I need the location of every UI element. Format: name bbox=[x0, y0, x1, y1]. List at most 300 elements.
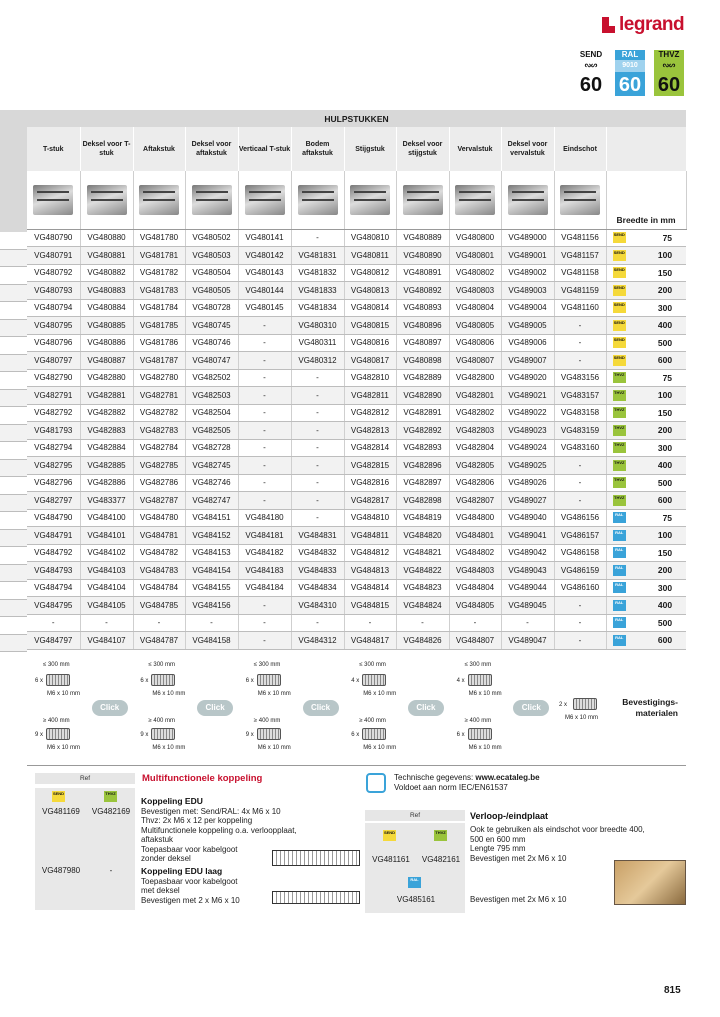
click-button[interactable]: Click bbox=[408, 700, 444, 716]
legrand-logo bbox=[602, 14, 684, 36]
finish-tag-cell bbox=[606, 369, 632, 387]
fixing-materials bbox=[27, 660, 686, 760]
product-image bbox=[449, 171, 501, 229]
ref-cell: VG489025 bbox=[501, 457, 554, 475]
ref-cell: VG480806 bbox=[449, 334, 501, 352]
bolt-icon bbox=[151, 728, 175, 740]
ref-cell: VG482810 bbox=[344, 369, 396, 387]
ref-cell: VG480896 bbox=[396, 317, 449, 335]
ref-cell: VG480791 bbox=[27, 247, 80, 265]
width-cell: 500 bbox=[632, 614, 686, 632]
ref-cell: VG482897 bbox=[396, 474, 449, 492]
ref-cell: VG481834 bbox=[291, 299, 344, 317]
ref-cell: VG480892 bbox=[396, 282, 449, 300]
end-plate-fixing: Bevestigen met 2x M6 x 10 bbox=[470, 895, 567, 904]
ref-cell: VG484834 bbox=[291, 579, 344, 597]
ref-cell: VG489040 bbox=[501, 509, 554, 527]
ref-vg487980: VG487980 bbox=[41, 866, 81, 875]
description-line: Bevestigen met 2x M6 x 10 bbox=[470, 853, 567, 863]
ref-cell: VG484814 bbox=[344, 579, 396, 597]
bolt-size: M6 x 10 mm bbox=[257, 745, 291, 751]
ref-cell: VG482781 bbox=[133, 387, 185, 405]
bolt-icon bbox=[362, 728, 386, 740]
ref-cell: VG482783 bbox=[133, 422, 185, 440]
width-cell: 500 bbox=[632, 474, 686, 492]
table-row bbox=[27, 544, 686, 562]
row-spacer bbox=[0, 320, 27, 338]
ref-cell: VG481158 bbox=[554, 264, 606, 282]
finish-tag-icon: RAL bbox=[613, 600, 626, 611]
ref-vg482161: VG482161 bbox=[421, 855, 461, 864]
ref-cell: VG484805 bbox=[449, 597, 501, 615]
ref-cell: VG481793 bbox=[27, 422, 80, 440]
ref-cell: VG482796 bbox=[27, 474, 80, 492]
ref-cell: VG482746 bbox=[185, 474, 238, 492]
ref-cell: VG486157 bbox=[554, 527, 606, 545]
ref-cell: VG484781 bbox=[133, 527, 185, 545]
table-row bbox=[27, 282, 686, 300]
ref-cell: VG482786 bbox=[133, 474, 185, 492]
description-line: Multifunctionele koppeling o.a. verloopplaat, bbox=[141, 825, 297, 835]
ral-badge-sub: 9010 bbox=[615, 60, 645, 72]
click-button[interactable]: Click bbox=[513, 700, 549, 716]
finish-tag-cell bbox=[606, 492, 632, 510]
finish-tag-icon: THVZ bbox=[613, 372, 626, 383]
ref-cell: VG480790 bbox=[27, 229, 80, 247]
ref-cell: VG480503 bbox=[185, 247, 238, 265]
ref-cell: VG482890 bbox=[396, 387, 449, 405]
ref-cell: VG489044 bbox=[501, 579, 554, 597]
bolt-icon bbox=[573, 698, 597, 710]
ref-cell: VG484821 bbox=[396, 544, 449, 562]
ref-cell: VG484312 bbox=[291, 632, 344, 650]
coupling-edu-title: Koppeling EDU bbox=[141, 796, 203, 806]
bolt-icon bbox=[257, 728, 281, 740]
ref-cell: VG480145 bbox=[238, 299, 291, 317]
column-header-empty bbox=[606, 127, 686, 171]
row-spacer bbox=[0, 530, 27, 548]
width-cell: 100 bbox=[632, 247, 686, 265]
ref-cell: VG483160 bbox=[554, 439, 606, 457]
ref-cell: VG480884 bbox=[80, 299, 133, 317]
hulpstukken-table bbox=[27, 110, 687, 650]
ref-cell: - bbox=[238, 439, 291, 457]
ref-cell: VG484105 bbox=[80, 597, 133, 615]
row-spacer bbox=[0, 390, 27, 408]
table-row bbox=[27, 387, 686, 405]
finish-tag-icon: RAL bbox=[613, 582, 626, 593]
qty-bottom: 9 x bbox=[35, 732, 44, 738]
width-cell: 600 bbox=[632, 632, 686, 650]
ref-cell: VG484826 bbox=[396, 632, 449, 650]
ref-dash: - bbox=[109, 866, 113, 875]
ref-cell: VG489026 bbox=[501, 474, 554, 492]
ref-cell: VG480891 bbox=[396, 264, 449, 282]
ref-cell: VG482896 bbox=[396, 457, 449, 475]
ref-cell: VG484782 bbox=[133, 544, 185, 562]
ref-cell: VG480814 bbox=[344, 299, 396, 317]
ref-cell: VG484813 bbox=[344, 562, 396, 580]
ref-cell: VG480141 bbox=[238, 229, 291, 247]
row-spacer bbox=[0, 547, 27, 565]
ref-cell: VG482817 bbox=[344, 492, 396, 510]
click-button[interactable]: Click bbox=[197, 700, 233, 716]
ref-header-left: Ref bbox=[35, 773, 135, 784]
ref-cell: VG484820 bbox=[396, 527, 449, 545]
send-badge-label: SEND bbox=[579, 50, 603, 59]
ref-cell: VG483156 bbox=[554, 369, 606, 387]
finish-tag-icon: RAL bbox=[613, 512, 626, 523]
column-header: Aftakstuk bbox=[133, 127, 185, 171]
table-row bbox=[27, 229, 686, 247]
finish-tag-cell bbox=[606, 474, 632, 492]
table-row bbox=[27, 614, 686, 632]
ref-cell: VG482811 bbox=[344, 387, 396, 405]
column-header: Deksel voor stijgstuk bbox=[396, 127, 449, 171]
send-badge-num: 60 bbox=[579, 74, 603, 96]
ref-cell: VG489045 bbox=[501, 597, 554, 615]
ref-cell: VG483159 bbox=[554, 422, 606, 440]
width-cell: 200 bbox=[632, 422, 686, 440]
row-spacer bbox=[0, 565, 27, 583]
table-row bbox=[27, 597, 686, 615]
table-row bbox=[27, 247, 686, 265]
ref-cell: VG480804 bbox=[449, 299, 501, 317]
ref-cell: VG489041 bbox=[501, 527, 554, 545]
finish-tag-icon: THVZ bbox=[613, 495, 626, 506]
finish-tag-icon: SEND bbox=[613, 285, 626, 296]
ref-cell: VG480802 bbox=[449, 264, 501, 282]
row-spacer bbox=[0, 250, 27, 268]
table-row bbox=[27, 352, 686, 370]
ref-cell: VG489027 bbox=[501, 492, 554, 510]
ref-cell: VG482503 bbox=[185, 387, 238, 405]
ref-cell: VG480505 bbox=[185, 282, 238, 300]
product-thumbnail bbox=[560, 185, 600, 215]
info-screen-icon bbox=[366, 773, 386, 793]
width-cell: 400 bbox=[632, 457, 686, 475]
ref-cell: - bbox=[27, 614, 80, 632]
description-line: Ook te gebruiken als eindschot voor breedte 400, bbox=[470, 825, 645, 834]
send-tag-right: SEND bbox=[383, 830, 396, 841]
size-header: Breedte in mm bbox=[606, 171, 686, 229]
ref-cell: - bbox=[238, 597, 291, 615]
ref-cell: VG482791 bbox=[27, 387, 80, 405]
ref-cell: - bbox=[449, 614, 501, 632]
ref-cell: VG482794 bbox=[27, 439, 80, 457]
ref-cell: VG484107 bbox=[80, 632, 133, 650]
width-cell: 300 bbox=[632, 299, 686, 317]
ref-cell: VG489022 bbox=[501, 404, 554, 422]
ref-cell: VG480794 bbox=[27, 299, 80, 317]
finish-tag-cell bbox=[606, 334, 632, 352]
ref-cell: - bbox=[291, 492, 344, 510]
label-le-300: ≤ 300 mm bbox=[148, 662, 176, 668]
ref-cell: - bbox=[291, 369, 344, 387]
ref-cell: VG482812 bbox=[344, 404, 396, 422]
ref-cell: VG484812 bbox=[344, 544, 396, 562]
ref-cell: VG486158 bbox=[554, 544, 606, 562]
description-line: Toepasbaar voor kabelgoot bbox=[141, 876, 238, 886]
ref-cell: VG481785 bbox=[133, 317, 185, 335]
qty-top: 4 x bbox=[351, 678, 360, 684]
ref-cell: - bbox=[291, 404, 344, 422]
row-spacer bbox=[0, 477, 27, 495]
tech-data-label: Technische gegevens: bbox=[394, 773, 476, 782]
product-image bbox=[291, 171, 344, 229]
row-spacer bbox=[0, 600, 27, 618]
send-badge bbox=[576, 50, 606, 96]
table-row bbox=[27, 299, 686, 317]
ref-cell: VG480880 bbox=[80, 229, 133, 247]
table-row bbox=[27, 562, 686, 580]
description-line: zonder deksel bbox=[141, 854, 191, 863]
ref-cell: VG481831 bbox=[291, 247, 344, 265]
page-number: 815 bbox=[664, 985, 681, 996]
finish-tag-icon: SEND bbox=[613, 267, 626, 278]
finish-tag-cell bbox=[606, 544, 632, 562]
column-header: Stijgstuk bbox=[344, 127, 396, 171]
qty-top: 6 x bbox=[35, 678, 44, 684]
ref-cell: VG484804 bbox=[449, 579, 501, 597]
ref-vg482169: VG482169 bbox=[91, 807, 131, 816]
finish-tag-icon: THVZ bbox=[613, 425, 626, 436]
ref-cell: VG484780 bbox=[133, 509, 185, 527]
ref-cell: - bbox=[238, 387, 291, 405]
width-cell: 200 bbox=[632, 282, 686, 300]
ref-cell: VG482797 bbox=[27, 492, 80, 510]
bolt-size: M6 x 10 mm bbox=[47, 691, 81, 697]
description-line: Lengte 795 mm bbox=[470, 844, 526, 853]
ref-cell: VG480142 bbox=[238, 247, 291, 265]
table-row bbox=[27, 509, 686, 527]
click-button[interactable]: Click bbox=[303, 700, 339, 716]
bolt-icon bbox=[468, 674, 492, 686]
ref-cell: VG482745 bbox=[185, 457, 238, 475]
finish-tag-cell bbox=[606, 352, 632, 370]
ref-cell: VG480745 bbox=[185, 317, 238, 335]
finish-tag-cell bbox=[606, 632, 632, 650]
send-tag: SEND bbox=[52, 791, 65, 802]
ref-cell: VG484151 bbox=[185, 509, 238, 527]
ref-cell: VG484815 bbox=[344, 597, 396, 615]
finish-tag-cell bbox=[606, 422, 632, 440]
ref-cell: VG489042 bbox=[501, 544, 554, 562]
ref-vg481169: VG481169 bbox=[42, 807, 80, 816]
finish-tag-icon: RAL bbox=[613, 547, 626, 558]
finish-tag-icon: SEND bbox=[613, 302, 626, 313]
ref-cell: VG484787 bbox=[133, 632, 185, 650]
row-spacer bbox=[0, 267, 27, 285]
ref-cell: VG482813 bbox=[344, 422, 396, 440]
column-header: Bodem aftakstuk bbox=[291, 127, 344, 171]
column-header: Vervalstuk bbox=[449, 127, 501, 171]
table-row bbox=[27, 264, 686, 282]
label-le-300: ≤ 300 mm bbox=[253, 662, 281, 668]
ref-cell: VG480812 bbox=[344, 264, 396, 282]
product-thumbnail bbox=[245, 185, 285, 215]
column-header: Deksel voor vervalstuk bbox=[501, 127, 554, 171]
finish-tag-cell bbox=[606, 247, 632, 265]
ref-cell: VG480312 bbox=[291, 352, 344, 370]
label-le-300: ≤ 300 mm bbox=[43, 662, 70, 668]
bolt-size: M6 x 10 mm bbox=[257, 691, 291, 697]
width-cell: 400 bbox=[632, 317, 686, 335]
finish-tag-icon: RAL bbox=[613, 635, 626, 646]
click-button[interactable]: Click bbox=[92, 700, 128, 716]
ref-cell: - bbox=[238, 422, 291, 440]
ref-cell: VG484823 bbox=[396, 579, 449, 597]
qty-top: 4 x bbox=[456, 678, 465, 684]
send-loop-icon: ᔓᔕ bbox=[584, 62, 598, 69]
transition-end-plate-title: Verloop-/eindplaat bbox=[470, 811, 549, 821]
ref-cell: VG481157 bbox=[554, 247, 606, 265]
ref-cell: VG484833 bbox=[291, 562, 344, 580]
width-cell: 600 bbox=[632, 352, 686, 370]
ref-cell: VG481833 bbox=[291, 282, 344, 300]
column-header: Verticaal T-stuk bbox=[238, 127, 291, 171]
ref-cell: VG480502 bbox=[185, 229, 238, 247]
ref-cell: VG484817 bbox=[344, 632, 396, 650]
row-spacer bbox=[0, 337, 27, 355]
ref-cell: - bbox=[238, 474, 291, 492]
ref-cell: VG482885 bbox=[80, 457, 133, 475]
ref-cell: VG482502 bbox=[185, 369, 238, 387]
finish-tag-cell bbox=[606, 317, 632, 335]
ref-cell: VG484100 bbox=[80, 509, 133, 527]
label-le-300: ≤ 300 mm bbox=[359, 662, 386, 668]
coupling-edu-drawing bbox=[272, 850, 360, 866]
finish-tag-icon: SEND bbox=[613, 337, 626, 348]
ral-badge-label: RAL bbox=[621, 50, 639, 59]
ref-cell: VG481160 bbox=[554, 299, 606, 317]
ref-cell: VG480815 bbox=[344, 317, 396, 335]
ref-cell: VG480813 bbox=[344, 282, 396, 300]
ref-cell: VG480883 bbox=[80, 282, 133, 300]
ref-cell: - bbox=[396, 614, 449, 632]
finish-tag-cell bbox=[606, 614, 632, 632]
left-header-strip bbox=[0, 110, 27, 240]
width-cell: 200 bbox=[632, 562, 686, 580]
ral-tag-right: RAL bbox=[408, 877, 421, 888]
ref-cell: VG484104 bbox=[80, 579, 133, 597]
ecataleg-link[interactable]: www.ecataleg.be bbox=[475, 773, 540, 782]
ref-cell: VG480310 bbox=[291, 317, 344, 335]
finish-tag-icon: THVZ bbox=[613, 442, 626, 453]
table-row bbox=[27, 334, 686, 352]
label-ge-400: ≥ 400 mm bbox=[359, 718, 386, 724]
ref-cell: - bbox=[554, 632, 606, 650]
ref-cell: VG484792 bbox=[27, 544, 80, 562]
finish-tag-icon: RAL bbox=[613, 565, 626, 576]
ref-cell: VG484152 bbox=[185, 527, 238, 545]
product-thumbnail bbox=[350, 185, 390, 215]
row-spacer bbox=[0, 372, 27, 390]
product-image bbox=[501, 171, 554, 229]
row-spacer bbox=[0, 302, 27, 320]
product-image bbox=[238, 171, 291, 229]
product-image bbox=[396, 171, 449, 229]
ref-cell: VG481783 bbox=[133, 282, 185, 300]
ref-cell: VG482883 bbox=[80, 422, 133, 440]
ref-cell: VG484832 bbox=[291, 544, 344, 562]
ref-cell: VG489043 bbox=[501, 562, 554, 580]
bolt-icon bbox=[257, 674, 281, 686]
finish-tag-cell bbox=[606, 579, 632, 597]
product-image bbox=[344, 171, 396, 229]
ref-cell: VG480504 bbox=[185, 264, 238, 282]
ref-cell: VG480801 bbox=[449, 247, 501, 265]
finish-tag-cell bbox=[606, 439, 632, 457]
ref-cell: VG482898 bbox=[396, 492, 449, 510]
qty-top: 6 x bbox=[245, 678, 254, 684]
ref-cell: - bbox=[554, 597, 606, 615]
column-header: Eindschot bbox=[554, 127, 606, 171]
thvz-loop-icon: ᔓᔕ bbox=[662, 62, 676, 69]
label-ge-400: ≥ 400 mm bbox=[43, 718, 70, 724]
ref-cell: VG482792 bbox=[27, 404, 80, 422]
ref-cell: VG482790 bbox=[27, 369, 80, 387]
ref-cell: VG484824 bbox=[396, 597, 449, 615]
ref-cell: VG480881 bbox=[80, 247, 133, 265]
ref-cell: VG482782 bbox=[133, 404, 185, 422]
ref-cell: VG480728 bbox=[185, 299, 238, 317]
row-spacer bbox=[0, 460, 27, 478]
ref-cell: - bbox=[501, 614, 554, 632]
ref-cell: VG482891 bbox=[396, 404, 449, 422]
product-image bbox=[554, 171, 606, 229]
ref-cell: VG484180 bbox=[238, 509, 291, 527]
ref-cell: VG484831 bbox=[291, 527, 344, 545]
ref-cell: VG484310 bbox=[291, 597, 344, 615]
thvz-tag-right: THVZ bbox=[434, 830, 447, 841]
norm-text: Voldoet aan norm IEC/EN61537 bbox=[394, 782, 508, 792]
description-line: Bevestigen met: Send/RAL: 4x M6 x 10 bbox=[141, 806, 281, 816]
ref-cell: - bbox=[238, 457, 291, 475]
finish-tag-icon: THVZ bbox=[613, 477, 626, 488]
ref-cell: VG481786 bbox=[133, 334, 185, 352]
ref-cell: VG481156 bbox=[554, 229, 606, 247]
ref-cell: VG489002 bbox=[501, 264, 554, 282]
ref-cell: VG482880 bbox=[80, 369, 133, 387]
ref-cell: VG484103 bbox=[80, 562, 133, 580]
ref-cell: VG480143 bbox=[238, 264, 291, 282]
finish-tag-icon: SEND bbox=[613, 355, 626, 366]
ref-cell: - bbox=[133, 614, 185, 632]
ref-cell: VG480803 bbox=[449, 282, 501, 300]
ref-cell: VG480805 bbox=[449, 317, 501, 335]
ref-cell: VG482802 bbox=[449, 404, 501, 422]
ref-cell: VG484810 bbox=[344, 509, 396, 527]
ref-cell: VG482893 bbox=[396, 439, 449, 457]
description-line: aftakstuk bbox=[141, 835, 174, 844]
ref-cell: VG484807 bbox=[449, 632, 501, 650]
ref-vg485161: VG485161 bbox=[396, 895, 436, 904]
ref-cell: VG480797 bbox=[27, 352, 80, 370]
row-spacer bbox=[0, 407, 27, 425]
bolt-size: M6 x 10 mm bbox=[468, 691, 502, 697]
row-spacer bbox=[0, 442, 27, 460]
bolt-size: M6 x 10 mm bbox=[47, 745, 81, 751]
ref-cell: - bbox=[238, 369, 291, 387]
description-line: 500 en 600 mm bbox=[470, 834, 526, 844]
ref-vg481161: VG481161 bbox=[372, 855, 410, 864]
width-cell: 300 bbox=[632, 579, 686, 597]
ref-cell: VG482881 bbox=[80, 387, 133, 405]
row-spacer bbox=[0, 495, 27, 513]
ref-cell: VG483158 bbox=[554, 404, 606, 422]
ref-cell: - bbox=[238, 632, 291, 650]
